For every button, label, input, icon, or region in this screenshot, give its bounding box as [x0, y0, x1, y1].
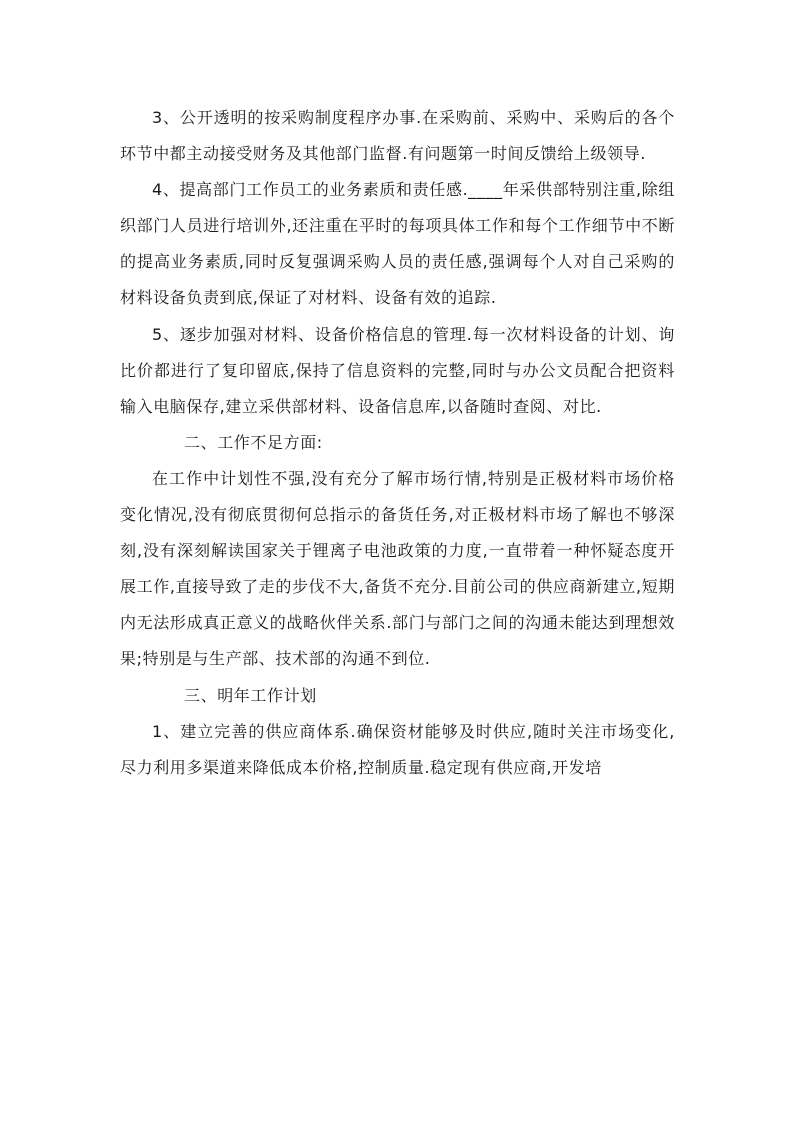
document-body — [120, 100, 675, 786]
paragraph-item-3: 3、公开透明的按采购制度程序办事.在采购前、采购中、采购后的各个环节中都主动接受财务及其他部门监督.有问题第一时间反馈给上级领导. — [120, 108, 675, 164]
section-heading-shortcomings — [120, 425, 675, 461]
paragraph-item-5: 5、逐步加强对材料、设备价格信息的管理.每一次材料设备的计划、询比价都进行了复印留底,保持了信息资料的完整,同时与办公文员配合把资料输入电脑保存,建立采供部材料、设备信息库,以备随时查阅、对比. — [120, 324, 675, 416]
section-heading-next-year-plan — [120, 678, 675, 714]
section-number: 三、 — [184, 685, 218, 705]
paragraph-item-4: 4、提高部门工作员工的业务素质和责任感.____年采供部特别注重,除组织部门人员进行培训外,还注重在平时的每项具体工作和每个工作细节中不断的提高业务素质,同时反复强调采购人员的责任感,强调每个人对自己采购的材料设备负责到底,保证了对材料、设备有效的追踪. — [120, 180, 675, 308]
section-title: 工作不足方面: — [217, 432, 323, 452]
section-title: 明年工作计划 — [217, 685, 317, 705]
paragraph-plan-item-1: 1、建立完善的供应商体系.确保资材能够及时供应,随时关注市场变化,尽力利用多渠道来降低成本价格,控制质量.稳定现有供应商,开发培 — [120, 721, 675, 777]
paragraph-shortcomings: 在工作中计划性不强,没有充分了解市场行情,特别是正极材料市场价格变化情况,没有彻底贯彻何总指示的备货任务,对正极材料市场了解也不够深刻,没有深刻解读国家关于锂离子电池政策的力度,一直带着一种怀疑态度开展工作,直接导致了走的步伐不大,备货不充分.目前公司的供应商新建立,短期内无法形成真正意义的战略伙伴关系.部门与部门之间的沟通未能达到理想效果;特别是与生产部、技术部的沟通不到位. — [120, 468, 675, 669]
section-number: 二、 — [184, 432, 218, 452]
